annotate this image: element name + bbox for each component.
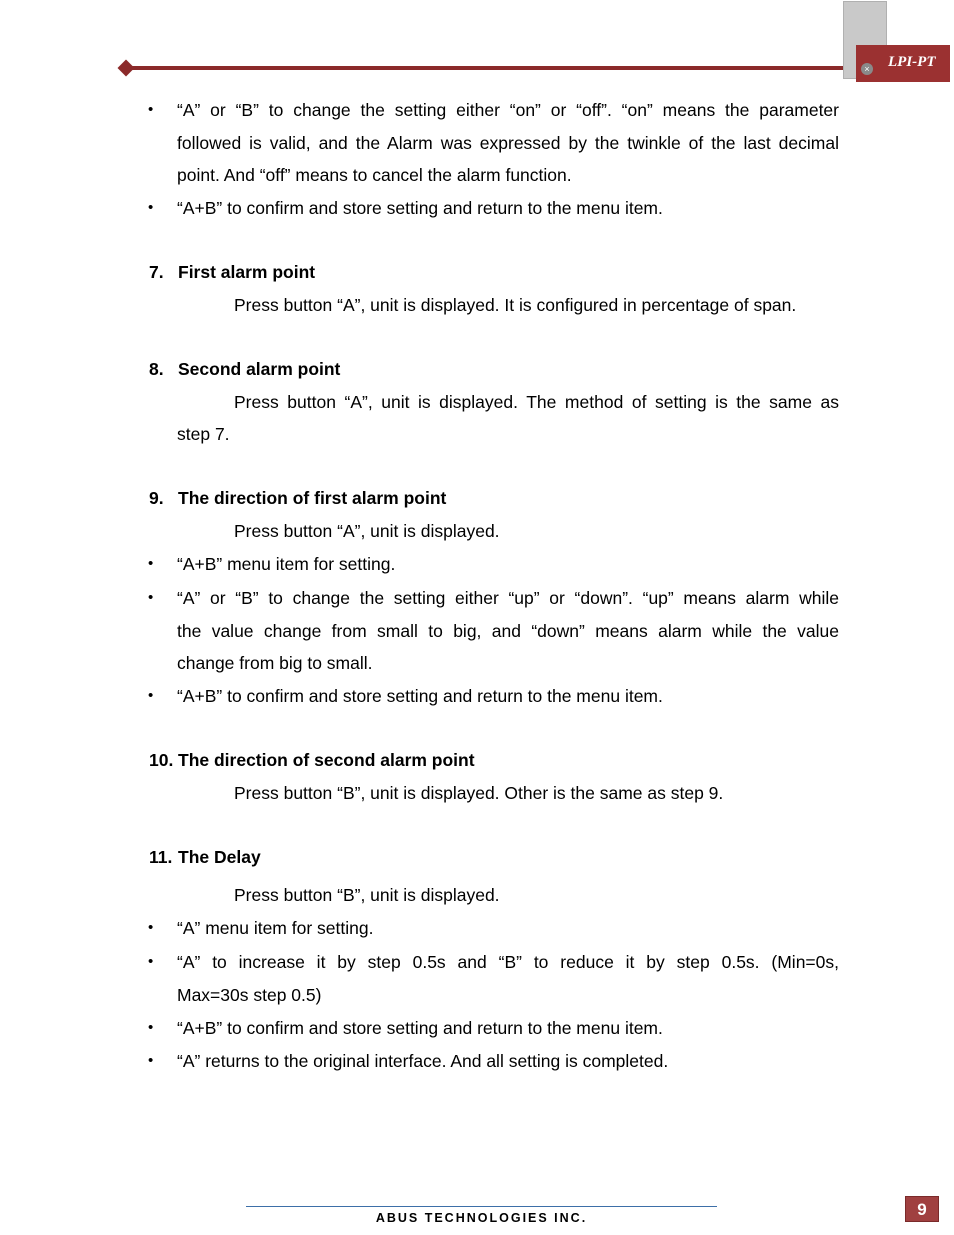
paragraph-line: “A” or “B” to change the setting either “on” or “off”. “on” means the parameter xyxy=(177,100,839,120)
section-title: The direction of second alarm point xyxy=(178,750,475,770)
section-number: 11. xyxy=(149,847,173,867)
bullet-text: “A” menu item for setting. xyxy=(177,918,374,938)
product-tag: LPI-PT xyxy=(856,45,950,82)
paragraph-line: followed is valid, and the Alarm was expressed by the twinkle of the last decimal xyxy=(177,132,839,153)
bullet-text: “A” returns to the original interface. And all setting is completed. xyxy=(177,1051,669,1071)
bullet-paragraph xyxy=(177,94,839,192)
bullet-paragraph xyxy=(177,946,839,1011)
footer-rule xyxy=(246,1206,717,1207)
bullet-icon: • xyxy=(148,101,154,118)
section-title: The Delay xyxy=(178,847,261,867)
bullet-text: “A+B” menu item for setting. xyxy=(177,554,396,574)
bullet-paragraph xyxy=(177,582,839,680)
paragraph-line: Max=30s step 0.5) xyxy=(177,984,322,1005)
section-number: 8. xyxy=(149,359,164,379)
section-text: step 7. xyxy=(177,424,230,444)
section-title: First alarm point xyxy=(178,262,316,282)
paragraph-line: point. And “off” means to cancel the alarm function. xyxy=(177,165,572,185)
bullet-icon: • xyxy=(148,555,154,572)
bullet-icon: • xyxy=(148,199,154,216)
section-text: Press button “B”, unit is displayed. Other is the same as step 9. xyxy=(234,783,724,803)
close-circle-icon: × xyxy=(861,63,873,75)
section-title: Second alarm point xyxy=(178,359,341,379)
footer-company-name: ABUS TECHNOLOGIES INC. xyxy=(375,1211,588,1225)
bullet-icon: • xyxy=(148,953,154,970)
bullet-icon: • xyxy=(148,919,154,936)
paragraph-line: “A” to increase it by step 0.5s and “B” to reduce it by step 0.5s. (Min=0s, xyxy=(177,952,839,972)
bullet-text: “A+B” to confirm and store setting and return to the menu item. xyxy=(177,198,663,218)
section-text: Press button “A”, unit is displayed. xyxy=(234,521,500,541)
section-title: The direction of first alarm point xyxy=(178,488,447,508)
section-text: Press button “B”, unit is displayed. xyxy=(234,885,500,905)
bullet-icon: • xyxy=(148,687,154,704)
header-rule xyxy=(125,66,856,70)
section-text: Press button “A”, unit is displayed. It is configured in percentage of span. xyxy=(234,295,797,315)
bullet-text: “A+B” to confirm and store setting and return to the menu item. xyxy=(177,686,663,706)
paragraph-line: the value change from small to big, and “down” means alarm while the value xyxy=(177,620,839,641)
bullet-icon: • xyxy=(148,1052,154,1069)
section-text: Press button “A”, unit is displayed. The method of setting is the same as xyxy=(234,392,839,412)
paragraph-line: change from big to small. xyxy=(177,653,373,673)
bullet-text: “A+B” to confirm and store setting and return to the menu item. xyxy=(177,1018,663,1038)
section-number: 7. xyxy=(149,262,164,282)
page-number: 9 xyxy=(905,1196,939,1222)
header-diamond-ornament xyxy=(118,60,135,77)
bullet-icon: • xyxy=(148,1019,154,1036)
section-number: 9. xyxy=(149,488,164,508)
bullet-icon: • xyxy=(148,589,154,606)
section-number: 10. xyxy=(149,750,174,770)
paragraph-line: “A” or “B” to change the setting either “up” or “down”. “up” means alarm while xyxy=(177,588,839,608)
